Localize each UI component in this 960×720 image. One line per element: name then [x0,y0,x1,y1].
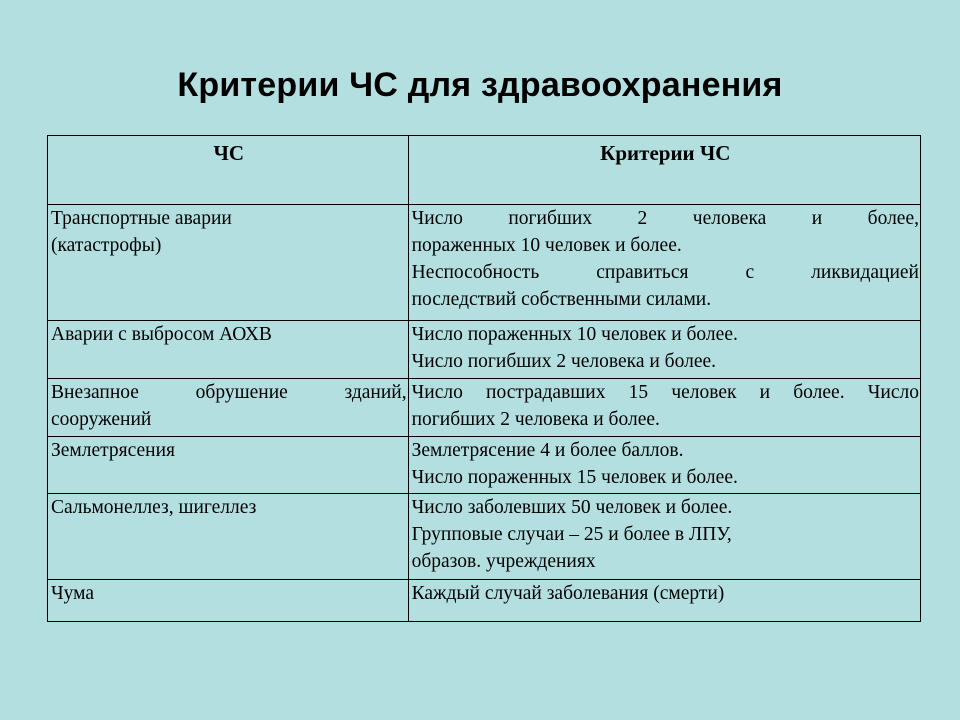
criteria-cell [408,379,920,437]
criteria-text: Число погибших 2 человека и более. [411,351,717,372]
criteria-text: Число пораженных 15 человек и более. [411,467,738,488]
event-text: сооружений [51,409,152,430]
event-cell [48,205,409,321]
event-text: Землетрясения [51,440,176,461]
event-cell [48,321,409,379]
event-cell [48,437,409,494]
criteria-table [47,135,921,622]
criteria-text: Неспособность справиться с ликвидацией [411,262,919,283]
table-row [48,205,921,321]
table-row [48,437,921,494]
event-text: (катастрофы) [51,235,162,256]
criteria-cell [408,437,920,494]
column-header-criteria: Критерии ЧС [408,136,920,205]
event-text: Чума [51,583,95,604]
event-text: Транспортные аварии [51,208,232,229]
criteria-text: Землетрясение 4 и более баллов. [411,440,684,461]
event-text: Аварии с выбросом АОХВ [51,324,272,345]
table-row [48,494,921,580]
criteria-cell [408,205,920,321]
criteria-text: Каждый случай заболевания (смерти) [411,583,725,604]
criteria-text: Групповые случаи – 25 и более в ЛПУ, [411,524,732,545]
table-row [48,379,921,437]
event-cell [48,379,409,437]
criteria-text: погибших 2 человека и более. [411,409,660,430]
criteria-text: Число заболевших 50 человек и более. [411,497,733,518]
criteria-text: Число пострадавших 15 человек и более. Число [411,382,919,403]
criteria-text: Число пораженных 10 человек и более. [411,324,738,345]
column-header-event: ЧС [48,136,409,205]
criteria-cell [408,580,920,622]
criteria-cell [408,494,920,580]
event-text: Сальмонеллез, шигеллез [51,497,257,518]
table-row [48,321,921,379]
criteria-cell [408,321,920,379]
event-cell [48,494,409,580]
event-text: Внезапное обрушение зданий, [51,382,407,403]
table-header-row [48,136,921,205]
criteria-text: пораженных 10 человек и более. [411,235,682,256]
page-title: Критерии ЧС для здравоохранения [177,66,783,104]
criteria-text: образов. учреждениях [411,551,596,572]
event-cell [48,580,409,622]
criteria-text: Число погибших 2 человека и более, [411,208,919,229]
table-row [48,580,921,622]
criteria-text: последствий собственными силами. [411,289,712,310]
